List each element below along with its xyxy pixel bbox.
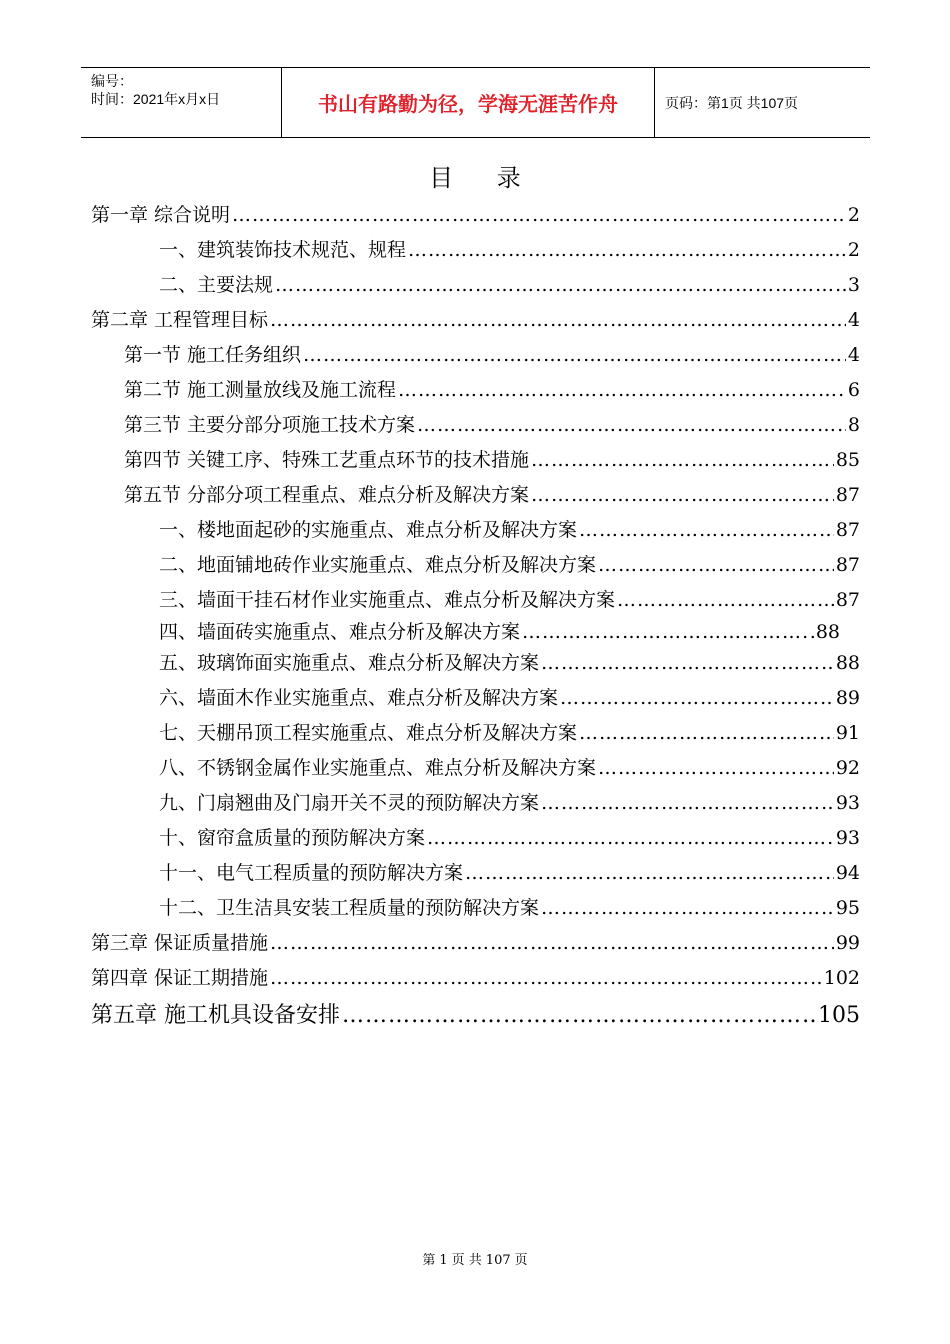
page-footer xyxy=(0,1249,950,1268)
toc-leader-dots xyxy=(579,519,834,541)
toc-entry-page: 87 xyxy=(835,519,860,541)
toc-entry-label: 一、楼地面起砂的实施重点、难点分析及解决方案 xyxy=(159,519,578,541)
toc-entry-label: 第三节 主要分部分项施工技术方案 xyxy=(124,414,416,436)
toc-entry-page: 105 xyxy=(818,1003,860,1028)
toc-entry xyxy=(91,928,860,955)
toc-leader-dots xyxy=(531,449,834,471)
toc-entry xyxy=(124,410,860,437)
toc-entry-label: 六、墙面木作业实施重点、难点分析及解决方案 xyxy=(159,687,559,709)
toc-leader-dots xyxy=(232,204,846,226)
toc-entry xyxy=(124,445,860,472)
footer-current-page: 1 xyxy=(439,1253,448,1268)
toc-entry-page: 8 xyxy=(847,414,860,436)
toc-entry xyxy=(124,375,860,402)
toc-entry xyxy=(159,788,860,815)
toc-entry-page: 91 xyxy=(835,722,860,744)
toc-leader-dots xyxy=(465,862,834,884)
toc-leader-dots xyxy=(398,379,846,401)
header-page-info: 页码：第1页 共107页 xyxy=(665,94,799,111)
toc-entry xyxy=(159,893,860,920)
toc-entry xyxy=(124,480,860,507)
toc-entry-label: 第三章 保证质量措施 xyxy=(91,932,269,954)
toc-entry-label: 二、地面铺地砖作业实施重点、难点分析及解决方案 xyxy=(159,554,597,576)
toc-entry-label: 第五章 施工机具设备安排 xyxy=(91,1003,340,1028)
toc-entry-page: 88 xyxy=(835,652,860,674)
toc-entry-label: 十、窗帘盒质量的预防解决方案 xyxy=(159,827,426,849)
toc-entry-page: 2 xyxy=(847,239,860,261)
toc-entry-page: 2 xyxy=(847,204,860,226)
toc-entry-page: 94 xyxy=(835,862,860,884)
toc-entry-label: 十二、卫生洁具安装工程质量的预防解决方案 xyxy=(159,897,540,919)
footer-suffix: 页 xyxy=(514,1253,528,1268)
toc-entry-page: 4 xyxy=(847,309,860,331)
toc-entry-label: 七、天棚吊顶工程实施重点、难点分析及解决方案 xyxy=(159,722,578,744)
toc-entry-label: 十一、电气工程质量的预防解决方案 xyxy=(159,862,464,884)
toc-entry-page: 87 xyxy=(835,589,860,611)
toc-entry-page: 95 xyxy=(835,897,860,919)
toc-leader-dots xyxy=(598,554,834,576)
toc-entry-page: 87 xyxy=(835,484,860,506)
toc-leader-dots xyxy=(579,722,834,744)
toc-entry-label: 二、主要法规 xyxy=(159,274,274,296)
footer-total-pages: 107 xyxy=(485,1253,511,1268)
toc-entry-label: 第一章 综合说明 xyxy=(91,204,231,226)
header-meta xyxy=(81,68,282,137)
toc-entry xyxy=(124,340,860,367)
toc-entry xyxy=(159,753,860,780)
toc-entry xyxy=(91,200,860,227)
toc-leader-dots xyxy=(427,827,834,849)
header-motto: 书山有路勤为径，学海无涯苦作舟 xyxy=(318,94,618,116)
toc-entry xyxy=(91,998,860,1029)
toc-entry-page: 87 xyxy=(835,554,860,576)
toc-entry xyxy=(159,617,840,644)
toc-entry-page: 102 xyxy=(823,967,860,989)
toc-entry-page: 93 xyxy=(835,792,860,814)
toc-entry-page: 4 xyxy=(847,344,860,366)
toc-entry-page: .88 xyxy=(809,621,840,643)
toc-leader-dots xyxy=(541,897,834,919)
toc-entry-label: 八、不锈钢金属作业实施重点、难点分析及解决方案 xyxy=(159,757,597,779)
toc-leader-dots xyxy=(598,757,834,779)
toc-entry-label: 第二章 工程管理目标 xyxy=(91,309,269,331)
header-page-info-cell xyxy=(655,68,870,137)
toc-title: 目 录 xyxy=(429,164,539,192)
toc-entry-page: 92 xyxy=(835,757,860,779)
toc-entry xyxy=(159,718,860,745)
toc-entry-page: 99 xyxy=(835,932,860,954)
toc-entry xyxy=(159,515,860,542)
toc-entry-label: 第五节 分部分项工程重点、难点分析及解决方案 xyxy=(124,484,530,506)
toc-entry-label: 第二节 施工测量放线及施工流程 xyxy=(124,379,397,401)
toc-entry xyxy=(159,823,860,850)
toc-entry-label: 第一节 施工任务组织 xyxy=(124,344,302,366)
toc-entry xyxy=(159,550,860,577)
toc-leader-dots xyxy=(541,652,834,674)
toc-leader-dots xyxy=(270,932,834,954)
toc-entry xyxy=(159,270,860,297)
toc-entry xyxy=(91,963,860,990)
toc-entry-label: 第四章 保证工期措施 xyxy=(91,967,269,989)
toc-entry-page: 6 xyxy=(847,379,860,401)
date-label: 时间：2021年x月x日 xyxy=(91,91,221,107)
toc-leader-dots xyxy=(560,687,834,709)
toc-leader-dots xyxy=(270,967,822,989)
toc-entry-label: 一、建筑装饰技术规范、规程 xyxy=(159,239,407,261)
toc-entry xyxy=(159,858,860,885)
toc-entry-page: 85 xyxy=(835,449,860,471)
toc-entry-label: 三、墙面干挂石材作业实施重点、难点分析及解决方案 xyxy=(159,589,616,611)
toc-entry-page: 93 xyxy=(835,827,860,849)
toc-entry xyxy=(159,585,860,612)
toc-leader-dots xyxy=(275,274,846,296)
toc-entry xyxy=(91,305,860,332)
toc-entry-label: 第四节 关键工序、特殊工艺重点环节的技术措施 xyxy=(124,449,530,471)
toc-entry-label: 九、门扇翘曲及门扇开关不灵的预防解决方案 xyxy=(159,792,540,814)
toc-entry-label: 四、墙面砖实施重点、难点分析及解决方案 xyxy=(159,621,521,643)
toc-leader-dots xyxy=(408,239,846,261)
serial-number-label: 编号： xyxy=(91,73,133,89)
toc-entry-page: 89 xyxy=(835,687,860,709)
toc-leader-dots xyxy=(541,792,834,814)
toc-entry xyxy=(159,235,860,262)
toc-leader-dots xyxy=(303,344,846,366)
toc-leader-dots xyxy=(617,589,834,611)
toc-leader-dots xyxy=(342,1003,816,1028)
toc-entry-label: 五、玻璃饰面实施重点、难点分析及解决方案 xyxy=(159,652,540,674)
footer-prefix: 第 xyxy=(422,1253,436,1268)
footer-mid: 页 共 xyxy=(451,1253,482,1268)
toc-leader-dots xyxy=(531,484,834,506)
header-motto-cell xyxy=(282,68,655,137)
page-header xyxy=(81,67,870,138)
toc-entry xyxy=(159,683,860,710)
toc-leader-dots xyxy=(417,414,846,436)
toc-leader-dots xyxy=(522,621,808,643)
toc-entry-page: 3 xyxy=(847,274,860,296)
toc-leader-dots xyxy=(270,309,846,331)
toc-entry xyxy=(159,648,860,675)
